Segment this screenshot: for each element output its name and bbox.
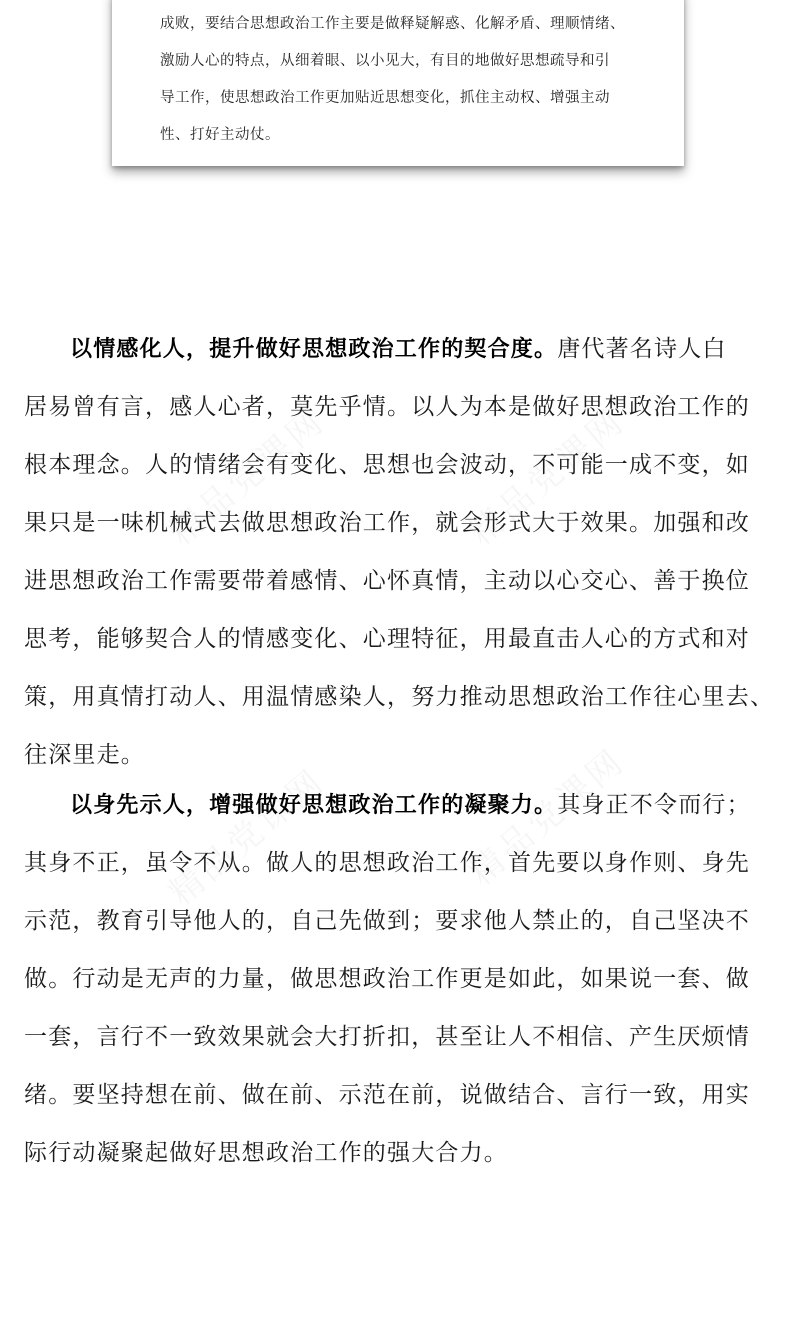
paragraph-line: 策，用真情打动人、用温情感染人，努力推动思想政治工作往心里去、 bbox=[24, 684, 775, 710]
document-page-card bbox=[112, 0, 684, 166]
card-text-line: 性、打好主动仗。 bbox=[160, 127, 280, 143]
paragraph-lead: 以情感化人，提升做好思想政治工作的契合度。 bbox=[70, 337, 558, 362]
paragraph-line: 其身不正，虽令不从。做人的思想政治工作，首先要以身作则、身先 bbox=[24, 850, 750, 876]
paragraph-line: 做。行动是无声的力量，做思想政治工作更是如此，如果说一套、做 bbox=[24, 966, 750, 992]
paragraph-text: 其身正不令而行； bbox=[557, 792, 751, 818]
paragraph-line: 果只是一味机械式去做思想政治工作，就会形式大于效果。加强和改 bbox=[24, 510, 750, 536]
paragraph-first-line bbox=[24, 776, 780, 834]
paragraph-example bbox=[24, 776, 780, 1182]
paragraph-first-line bbox=[24, 320, 780, 378]
paragraph-lead: 以身先示人，增强做好思想政治工作的凝聚力。 bbox=[70, 793, 558, 818]
card-text-line: 成败，要结合思想政治工作主要是做释疑解惑、化解矛盾、理顺情绪、 bbox=[160, 16, 625, 32]
paragraph-line: 往深里走。 bbox=[24, 742, 145, 768]
paragraph-line: 进思想政治工作需要带着感情、心怀真情，主动以心交心、善于换位 bbox=[24, 568, 750, 594]
paragraph-line: 示范，教育引导他人的，自己先做到；要求他人禁止的，自己坚决不 bbox=[24, 908, 750, 934]
paragraph-text: 唐代著名诗人白 bbox=[557, 336, 727, 362]
paragraph-line: 根本理念。人的情绪会有变化、思想也会波动，不可能一成不变，如 bbox=[24, 452, 750, 478]
card-text-line: 导工作，使思想政治工作更加贴近思想变化，抓住主动权、增强主动 bbox=[160, 90, 610, 106]
card-text-line: 激励人心的特点，从细着眼、以小见大，有目的地做好思想疏导和引 bbox=[160, 53, 610, 69]
paragraph-line: 一套，言行不一致效果就会大打折扣，甚至让人不相信、产生厌烦情 bbox=[24, 1024, 750, 1050]
paragraph-line: 绪。要坚持想在前、做在前、示范在前，说做结合、言行一致，用实 bbox=[24, 1082, 750, 1108]
paragraph-emotion bbox=[24, 320, 780, 784]
paragraph-line: 思考，能够契合人的情感变化、心理特征，用最直击人心的方式和对 bbox=[24, 626, 750, 652]
paragraph-line: 际行动凝聚起做好思想政治工作的强大合力。 bbox=[24, 1140, 508, 1166]
paragraph-line: 居易曾有言，感人心者，莫先乎情。以人为本是做好思想政治工作的 bbox=[24, 394, 750, 420]
